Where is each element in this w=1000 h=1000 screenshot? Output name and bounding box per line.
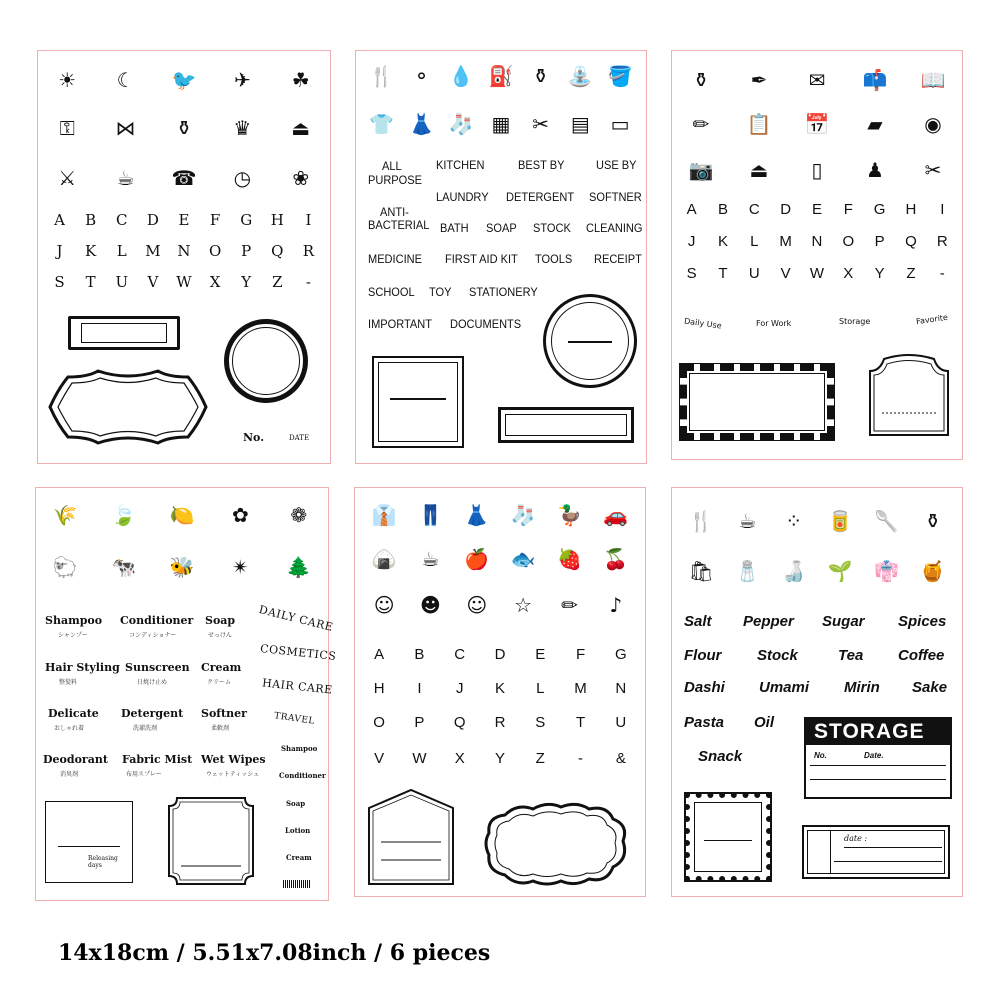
icon-row [356,109,646,139]
alphabet-letter: A [54,211,65,229]
alphabet-letter: Z [906,265,916,282]
label-detergent: Detergent [121,707,184,720]
storage-no-label: No. [814,751,827,760]
alphabet-letter: X [454,750,465,767]
alphabet-row [355,646,645,663]
alphabet-letter: I [417,680,422,697]
label-sunscreen-jp: 日焼け止め [137,679,168,686]
jam-jar-icon: 🍯 [920,559,946,583]
alphabet-letter: P [414,714,425,731]
label-wet-wipes-jp: ウェットティッシュ [206,771,260,778]
label-use-by: USE BY [596,158,637,172]
alphabet-row [672,233,962,250]
label-tea: Tea [838,647,864,664]
alphabet-letter: Y [874,265,885,282]
socks-icon: 🧦 [510,503,536,527]
alphabet-letter: J [455,680,464,697]
label-important: IMPORTANT [368,317,432,331]
icon-row [356,61,646,91]
label-storage: Storage [839,317,871,326]
clover-icon: ☘ [291,68,310,92]
measuring-spoon-icon: ⚬ [413,64,430,88]
circle-frame [224,319,308,403]
lemons-icon: 🍋 [169,503,195,527]
alphabet-letter: E [811,201,822,218]
checkered-frame [680,364,834,440]
label-receipt: RECEIPT [594,252,642,266]
alphabet-letter: G [614,646,627,663]
alphabet-row [38,273,330,291]
bee-icon: 🐝 [169,555,195,579]
label-cream: Cream [201,661,242,674]
round-frame [543,294,637,388]
label-delicate: Delicate [48,707,99,720]
key-icon: ⚿ [59,116,75,140]
daisy-icon: ✿ [231,503,249,527]
alphabet-row [672,201,962,218]
child-face-icon: ☺ [466,593,488,617]
alphabet-letter: K [717,233,728,250]
icon-row [38,65,330,95]
toy-car-icon: 🚗 [603,503,629,527]
barcode-strip [283,880,311,888]
label-tools: TOOLS [535,252,573,266]
shirt-icon: 👔 [371,503,397,527]
alphabet-letter: G [240,211,253,229]
coffee-beans-icon: ⁘ [785,509,803,533]
alphabet-letter: L [116,242,127,260]
alphabet-letter: K [85,242,97,260]
label-toy: TOY [429,285,452,299]
clipboard-icon: 📋 [746,112,772,136]
alphabet-letter: J [687,233,696,250]
alphabet-row [38,242,330,260]
teacup-icon: ☕ [116,166,135,190]
spray-bottle-icon: ⛽ [488,64,514,88]
label-oil: Oil [754,714,775,731]
label-pepper: Pepper [743,613,794,630]
alphabet-letter: V [374,750,385,767]
boy-face-icon: ☺ [373,593,395,617]
date-colon-label: date : [844,834,868,843]
note-frame [45,801,133,883]
alphabet-letter: M [145,242,161,260]
label-laundry: LAUNDRY [436,190,489,204]
alphabet-letter: W [809,265,825,282]
nameplate-frame [68,316,180,350]
rubber-duck-icon: 🦆 [557,503,582,527]
star-face-icon: ☆ [514,593,533,617]
label-pasta: Pasta [684,714,725,731]
alphabet-letter: O [373,714,385,731]
moon-stars-icon: ☾ [116,68,135,92]
telephone-icon: ☎ [171,166,197,190]
alphabet-letter: F [575,646,586,663]
arched-frame [868,351,950,437]
alphabet-letter: A [374,646,385,663]
label-detergent: DETERGENT [506,190,575,204]
icon-row [672,109,962,139]
crown-icon: ♛ [233,116,252,140]
wheat-icon: 🌾 [52,503,78,527]
label-wet-wipes: Wet Wipes [201,753,266,766]
notebook-icon: ▯ [811,158,823,182]
alphabet-letter: R [302,242,315,260]
alphabet-letter: O [842,233,855,250]
label-daily-care: DAILY CARE [257,602,335,635]
fork-knife-icon: 🍴 [688,509,714,533]
label-softner-jp: 柔軟剤 [211,725,230,732]
alphabet-letter: X [209,273,221,291]
label-conditioner-jp: コンディショナー [129,632,177,639]
label-travel-lotion: Lotion [285,826,311,835]
folder-icon: ▭ [610,112,630,136]
icon-row [38,113,330,143]
star-anise-icon: ✴ [231,555,249,579]
spoon-icon: 🥄 [874,509,899,533]
label-delicate-jp: おしゃれ着 [54,725,85,732]
alphabet-letter: W [176,273,192,291]
storage-header [806,719,950,745]
alphabet-letter: Q [905,233,917,250]
alphabet-letter: C [116,211,128,229]
alphabet-letter: S [535,714,546,731]
label-all: ALL [382,159,402,173]
alphabet-letter: P [241,242,252,260]
label-releasing-days: Releasing days [88,855,118,869]
label-fabric-mist: Fabric Mist [122,753,193,766]
cow-icon: 🐄 [111,555,137,579]
label-detergent-jp: 洗濯洗剤 [133,725,158,732]
storage-title: STORAGE [814,720,925,743]
leaves-icon: 🍃 [111,503,137,527]
label-flour: Flour [684,647,722,664]
tag-frame [498,407,634,443]
label-softner: SOFTNER [589,190,642,204]
label-hair-styling: Hair Styling [45,661,120,674]
label-salt: Salt [684,613,712,630]
alphabet-letter: R [494,714,506,731]
icon-row [355,590,645,620]
calendar-icon: 📅 [804,112,830,136]
icon-row [36,500,328,530]
square-frame [372,356,464,448]
label-medicine: MEDICINE [368,252,422,266]
label-soap: SOAP [486,221,517,235]
icon-row [355,544,645,574]
alphabet-letter: X [843,265,854,282]
alphabet-letter: & [615,750,626,767]
label-anti: ANTI- [380,205,409,219]
sun-icon: ☀ [58,68,77,92]
oil-bottle-icon: 🍶 [781,559,807,583]
pencil-icon: ✏ [561,593,578,617]
label-stock: STOCK [533,221,571,235]
alphabet-letter: F [843,201,853,218]
perfume-bottle-icon: ⚱ [175,116,193,140]
alphabet-letter: B [717,201,728,218]
icon-row [672,65,962,95]
alphabet-letter: S [686,265,697,282]
pants-icon: 👖 [418,503,443,527]
alphabet-letter: I [305,211,312,229]
label-snack: Snack [698,748,743,765]
alphabet-letter: R [936,233,948,250]
alphabet-letter: M [779,233,792,250]
alphabet-letter: K [494,680,505,697]
alphabet-letter: L [536,680,545,697]
shaker-icon: 🧂 [735,559,760,583]
sprout-icon: 🌱 [827,559,853,583]
label-mirin: Mirin [844,679,880,696]
rose-icon: ❀ [292,166,310,190]
alphabet-letter: N [615,680,627,697]
tshirt-icon: 👕 [369,112,395,136]
label-spices: Spices [898,613,947,630]
clothes-icon: 👗 [409,112,434,136]
alphabet-letter: I [940,201,945,218]
date-label: DATE [289,434,310,442]
label-sugar: Sugar [822,613,865,630]
label-sake: Sake [912,679,948,696]
bucket-icon: 🪣 [607,64,633,88]
label-purpose: PURPOSE [368,173,422,187]
stamp-sheet-household [355,50,647,464]
alphabet-letter: E [535,646,546,663]
label-coffee: Coffee [898,647,945,664]
stamp-sheet-kids [354,487,646,897]
socks-icon: 🧦 [448,112,474,136]
label-daily-use: Daily Use [683,316,723,331]
alphabet-letter: O [208,242,222,260]
stamp-sheet-vintage [37,50,331,464]
label-cosmetics: COSMETICS [259,642,337,663]
label-travel-soap: Soap [286,799,306,808]
alphabet-row [355,680,645,697]
camera-icon: 📷 [688,158,714,182]
ink-bottle-icon: ⚱ [692,68,710,92]
jar-icon: ⚱ [532,64,550,88]
label-travel-shampoo: Shampoo [281,744,318,753]
alphabet-letter: C [454,646,466,663]
alphabet-letter: Z [272,273,283,291]
alphabet-letter: F [209,211,221,229]
girl-face-icon: ☻ [420,593,441,617]
scissors-icon: ✂ [924,158,942,182]
alphabet-row [38,211,330,229]
label-first-aid-kit: FIRST AID KIT [445,252,518,266]
label-cleaning: CLEANING [586,221,643,235]
mailbox-icon: 📫 [862,68,888,92]
alphabet-letter: L [750,233,759,250]
alphabet-letter: E [178,211,190,229]
label-soap: Soap [205,614,236,627]
scissors-icon: ✂ [532,112,550,136]
label-shampoo-jp: シャンプー [58,632,88,639]
fork-spoon-icon: 🍴 [369,64,395,88]
label-hair-care: HAIR CARE [261,676,334,697]
fountain-pen-icon: ✒ [750,68,768,92]
house-frame [367,788,455,886]
stamp-sheet-toiletries [35,487,337,901]
cloud-frame [483,801,629,887]
alphabet-letter: D [146,211,159,229]
alphabet-letter: - [305,273,311,291]
alphabet-letter: W [412,750,427,767]
alphabet-row [355,714,645,731]
alphabet-letter: T [85,273,96,291]
open-book-icon: 📖 [920,68,946,92]
apple-face-icon: 🍎 [464,547,490,571]
alphabet-letter: V [780,265,791,282]
dress-icon: 👗 [464,503,490,527]
alphabet-letter: P [874,233,885,250]
label-dashi: Dashi [684,679,725,696]
label-stock: Stock [757,647,798,664]
alphabet-letter: H [373,680,385,697]
alphabet-letter: - [939,265,945,282]
icon-row [672,155,962,185]
label-bacterial: BACTERIAL [368,218,430,232]
alphabet-letter: B [85,211,97,229]
alphabet-letter: B [414,646,425,663]
cut-corner-frame [167,796,255,886]
alphabet-letter: Q [453,714,466,731]
strawberry-icon: 🍓 [557,547,582,571]
label-conditioner: Conditioner [120,614,194,627]
storage-date-label: Date. [864,751,884,760]
icon-row [36,552,328,582]
pencil-icon: ✏ [692,112,710,136]
pocket-watch-icon: ◷ [233,166,252,190]
icon-row [38,163,330,193]
bird-icon: 🐦 [171,68,197,92]
label-soap-jp: せっけん [208,632,232,639]
fish-icon: 🐟 [510,547,536,571]
label-bath: BATH [440,221,469,235]
apron-icon: 👘 [874,559,899,583]
label-school: SCHOOL [368,285,415,299]
label-for-work: For Work [756,319,792,328]
alphabet-letter: Y [494,750,505,767]
alphabet-letter: Y [241,273,252,291]
label-umami: Umami [759,679,810,696]
rubber-stamp-icon: ♟ [866,158,884,182]
label-favorite: Favorite [915,312,949,327]
size-caption: 14x18cm / 5.51x7.08inch / 6 pieces [58,940,491,966]
can-icon: 🥫 [827,509,853,533]
alphabet-letter: U [615,714,627,731]
storage-label-frame [804,717,952,799]
label-best-by: BEST BY [518,158,565,172]
building-icon: ▦ [491,112,511,136]
shoe-icon: ⏏ [291,116,311,140]
alphabet-letter: A [686,201,697,218]
alphabet-letter: T [718,265,728,282]
tape-icon: ▰ [867,112,883,136]
swallow-icon: ✈ [233,68,251,92]
alphabet-letter: D [494,646,506,663]
sheep-icon: 🐑 [52,555,78,579]
alphabet-letter: D [780,201,792,218]
icon-row [672,506,962,536]
alphabet-row [672,265,962,282]
alphabet-letter: U [748,265,760,282]
label-hair-styling-jp: 整髪料 [59,679,78,686]
alphabet-row [355,750,645,767]
alphabet-letter: G [873,201,886,218]
tape-roll-icon: ◉ [924,112,942,136]
flower-icon: ❁ [290,503,308,527]
mug-icon: ☕ [738,509,757,533]
no-label: No. [243,431,265,444]
alphabet-letter: H [905,201,917,218]
alphabet-letter: J [56,242,63,260]
label-sunscreen: Sunscreen [125,661,190,674]
alphabet-letter: N [177,242,191,260]
label-fabric-mist-jp: 布用スプレー [126,771,162,778]
label-softner: Softner [201,707,247,720]
alphabet-letter: - [578,750,584,767]
bow-icon: ⋈ [115,116,136,140]
music-note-icon: ♪ [609,593,623,617]
bag-icon: 🛍 [688,559,714,583]
label-deodorant-jp: 消臭剤 [60,771,79,778]
ornate-frame [48,369,208,445]
stamp-icon: ⏏ [749,158,769,182]
alphabet-letter: Z [535,750,545,767]
cherries-icon: 🍒 [603,547,629,571]
mason-jar-icon: ⚱ [924,509,942,533]
label-travel-cream: Cream [286,853,312,862]
stamp-sheet-office [671,50,963,460]
label-deodorant: Deodorant [43,753,108,766]
alphabet-letter: Q [271,242,284,260]
icon-row [355,500,645,530]
drop-icon: 💧 [448,64,474,88]
date-label-frame [802,825,950,879]
scalloped-frame [684,792,772,882]
icon-row [672,556,962,586]
label-travel: TRAVEL [273,711,316,727]
alphabet-letter: C [748,201,760,218]
cup-face-icon: ☕ [421,547,440,571]
stamp-sheet-pantry [671,487,963,897]
alphabet-letter: N [811,233,823,250]
alphabet-letter: V [147,273,159,291]
cutlery-icon: ⚔ [58,166,77,190]
label-documents: DOCUMENTS [450,317,522,331]
label-shampoo: Shampoo [45,614,103,627]
label-cream-jp: クリーム [207,679,232,686]
trees-icon: 🌲 [286,555,312,579]
label-kitchen: KITCHEN [436,158,485,172]
envelope-icon: ✉ [808,68,826,92]
alphabet-letter: M [574,680,587,697]
label-travel-conditioner: Conditioner [279,771,326,780]
rice-ball-icon: 🍙 [371,547,397,571]
alphabet-letter: S [54,273,65,291]
label-stationery: STATIONERY [469,285,538,299]
alphabet-letter: T [575,714,586,731]
alphabet-letter: H [270,211,284,229]
alphabet-letter: U [115,273,129,291]
document-icon: ▤ [570,112,590,136]
pump-bottle-icon: ⛲ [567,64,593,88]
